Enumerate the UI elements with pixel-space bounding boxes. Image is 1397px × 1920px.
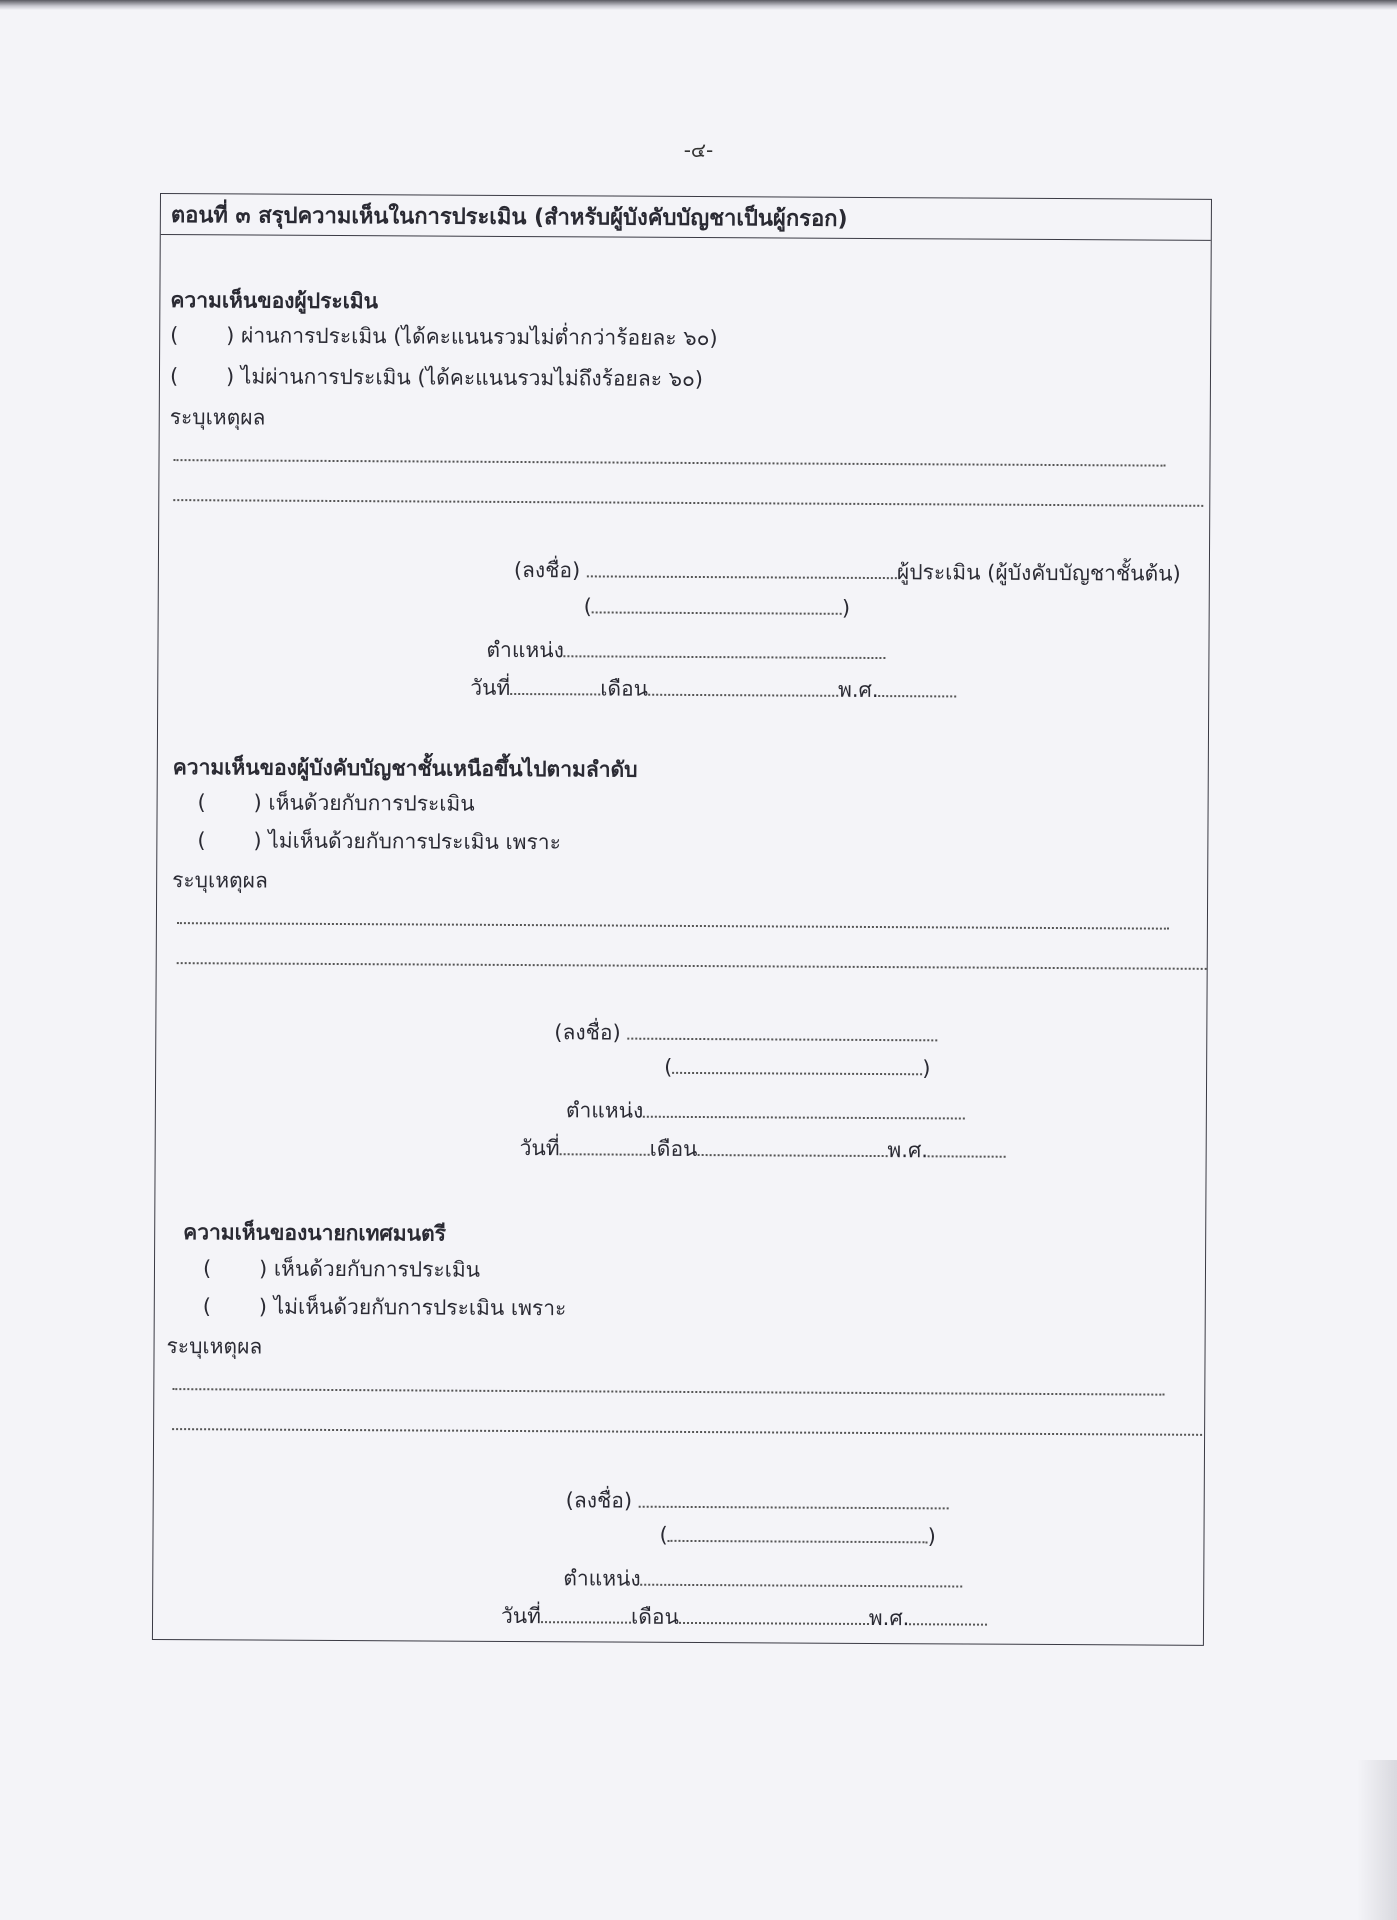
scan-edge-bottom-right	[1357, 1760, 1397, 1920]
section3-position-label: ตำแหน่ง	[563, 1566, 641, 1591]
section1-position-field[interactable]	[564, 651, 886, 659]
section2-year-field[interactable]	[928, 1151, 1006, 1157]
section2-sign-label: (ลงชื่อ)	[554, 1020, 621, 1045]
section2-heading: ความเห็นของผู้บังคับบัญชาชั้นเหนือขึ้นไปตามลำดับ	[172, 755, 638, 782]
section2-year-label: พ.ศ.	[887, 1138, 929, 1163]
section2-name-row	[664, 1055, 931, 1080]
section2-signature-row	[554, 1016, 937, 1051]
section2-signature-field[interactable]	[627, 1034, 937, 1042]
section2-month-field[interactable]	[697, 1150, 887, 1157]
section3-signature-field[interactable]	[639, 1502, 949, 1510]
section1-reason-line-1[interactable]	[174, 459, 1166, 467]
section3-signature-row	[566, 1484, 949, 1519]
evaluation-form-part3	[152, 193, 1212, 1646]
section3-name-field[interactable]	[668, 1536, 928, 1543]
checkbox-pass[interactable]: (	[170, 323, 179, 348]
checkbox-disagree-2[interactable]: (	[197, 828, 206, 853]
checkbox-agree-2[interactable]: (	[197, 790, 206, 815]
scan-edge-top	[0, 0, 1397, 10]
section3-year-label: พ.ศ.	[868, 1605, 910, 1631]
option-disagree-2-label: ) ไม่เห็นด้วยกับการประเมิน เพราะ	[253, 828, 561, 855]
section1-year-label: พ.ศ.	[837, 677, 879, 703]
section1-position-row	[486, 634, 886, 669]
section1-name-open: (	[583, 594, 592, 619]
section3-day-label: วันที่	[500, 1603, 542, 1629]
section1-name-field[interactable]	[592, 607, 842, 614]
checkbox-fail[interactable]: (	[169, 364, 179, 389]
form-header	[161, 194, 1211, 241]
option-fail[interactable]	[170, 360, 703, 396]
section3-day-field[interactable]	[541, 1617, 631, 1624]
section1-name-close: )	[841, 595, 851, 620]
section1-signature-field[interactable]	[587, 571, 897, 579]
option-pass-label: ) ผ่านการประเมิน (ได้คะแนนรวมไม่ต่ำกว่าร้อยละ ๖๐)	[226, 323, 718, 351]
section3-name-open: (	[659, 1522, 668, 1547]
section2-name-open: (	[664, 1054, 673, 1079]
section1-heading: ความเห็นของผู้ประเมิน	[170, 288, 379, 314]
section2-date-row	[520, 1132, 1007, 1168]
page-number: -๔-	[683, 138, 714, 162]
section2-name-field[interactable]	[672, 1068, 922, 1075]
section1-day-label: วันที่	[470, 675, 511, 700]
option-agree-2-label: ) เห็นด้วยกับการประเมิน	[253, 790, 475, 816]
section3-position-field[interactable]	[641, 1580, 963, 1588]
checkbox-disagree-3[interactable]: (	[202, 1294, 212, 1319]
section2-day-label: วันที่	[519, 1136, 560, 1161]
section1-month-field[interactable]	[648, 690, 838, 697]
section3-heading: ความเห็นของนายกเทศมนตรี	[183, 1220, 446, 1246]
section3-reason-line-1[interactable]	[172, 1388, 1164, 1396]
section1-sign-suffix: ผู้ประเมิน (ผู้บังคับบัญชาชั้นต้น)	[896, 560, 1181, 586]
section1-name-row	[584, 594, 851, 619]
form-header-title: ตอนที่ ๓ สรุปความเห็นในการประเมิน (สำหรับผู้บังคับบัญชาเป็นผู้กรอก)	[170, 202, 848, 232]
option-fail-label: ) ไม่ผ่านการประเมิน (ได้คะแนนรวมไม่ถึงร้อยละ ๖๐)	[225, 364, 704, 392]
section3-date-row	[501, 1600, 988, 1636]
section1-reason-label: ระบุเหตุผล	[169, 405, 266, 430]
section3-reason-label: ระบุเหตุผล	[166, 1334, 263, 1359]
section2-reason-line-1[interactable]	[177, 922, 1169, 930]
option-pass[interactable]	[170, 319, 718, 355]
section3-reason-line-2[interactable]	[172, 1428, 1202, 1436]
section3-year-field[interactable]	[909, 1619, 987, 1625]
option-disagree-3-label: ) ไม่เห็นด้วยกับการประเมิน เพราะ	[258, 1294, 567, 1321]
section2-name-close: )	[922, 1056, 931, 1081]
section2-reason-label: ระบุเหตุผล	[172, 868, 268, 893]
section3-sign-label: (ลงชื่อ)	[565, 1488, 633, 1513]
option-agree-3-label: ) เห็นด้วยกับการประเมิน	[258, 1256, 481, 1282]
section1-date-row	[470, 672, 957, 708]
section3-month-field[interactable]	[679, 1618, 869, 1625]
option-agree-3[interactable]	[203, 1252, 480, 1287]
section1-day-field[interactable]	[510, 689, 600, 696]
section1-sign-label: (ลงชื่อ)	[513, 557, 581, 583]
section2-position-field[interactable]	[643, 1112, 965, 1120]
section3-month-label: เดือน	[630, 1604, 679, 1629]
section2-position-row	[566, 1094, 966, 1129]
section1-year-field[interactable]	[879, 691, 957, 697]
option-agree-2[interactable]	[198, 786, 475, 821]
section1-reason-line-2[interactable]	[173, 499, 1203, 507]
checkbox-agree-3[interactable]: (	[202, 1256, 212, 1281]
section2-day-field[interactable]	[560, 1149, 650, 1156]
section2-position-label: ตำแหน่ง	[565, 1098, 644, 1123]
section3-name-row	[659, 1523, 936, 1549]
section2-reason-line-2[interactable]	[177, 962, 1207, 970]
section1-position-label: ตำแหน่ง	[486, 637, 564, 663]
section1-month-label: เดือน	[600, 676, 649, 701]
section1-signature-row	[514, 554, 1181, 591]
section3-name-close: )	[927, 1524, 936, 1549]
section3-position-row	[563, 1562, 963, 1597]
option-disagree-3[interactable]	[203, 1290, 567, 1325]
option-disagree-2[interactable]	[197, 824, 561, 859]
section2-month-label: เดือน	[649, 1136, 698, 1162]
